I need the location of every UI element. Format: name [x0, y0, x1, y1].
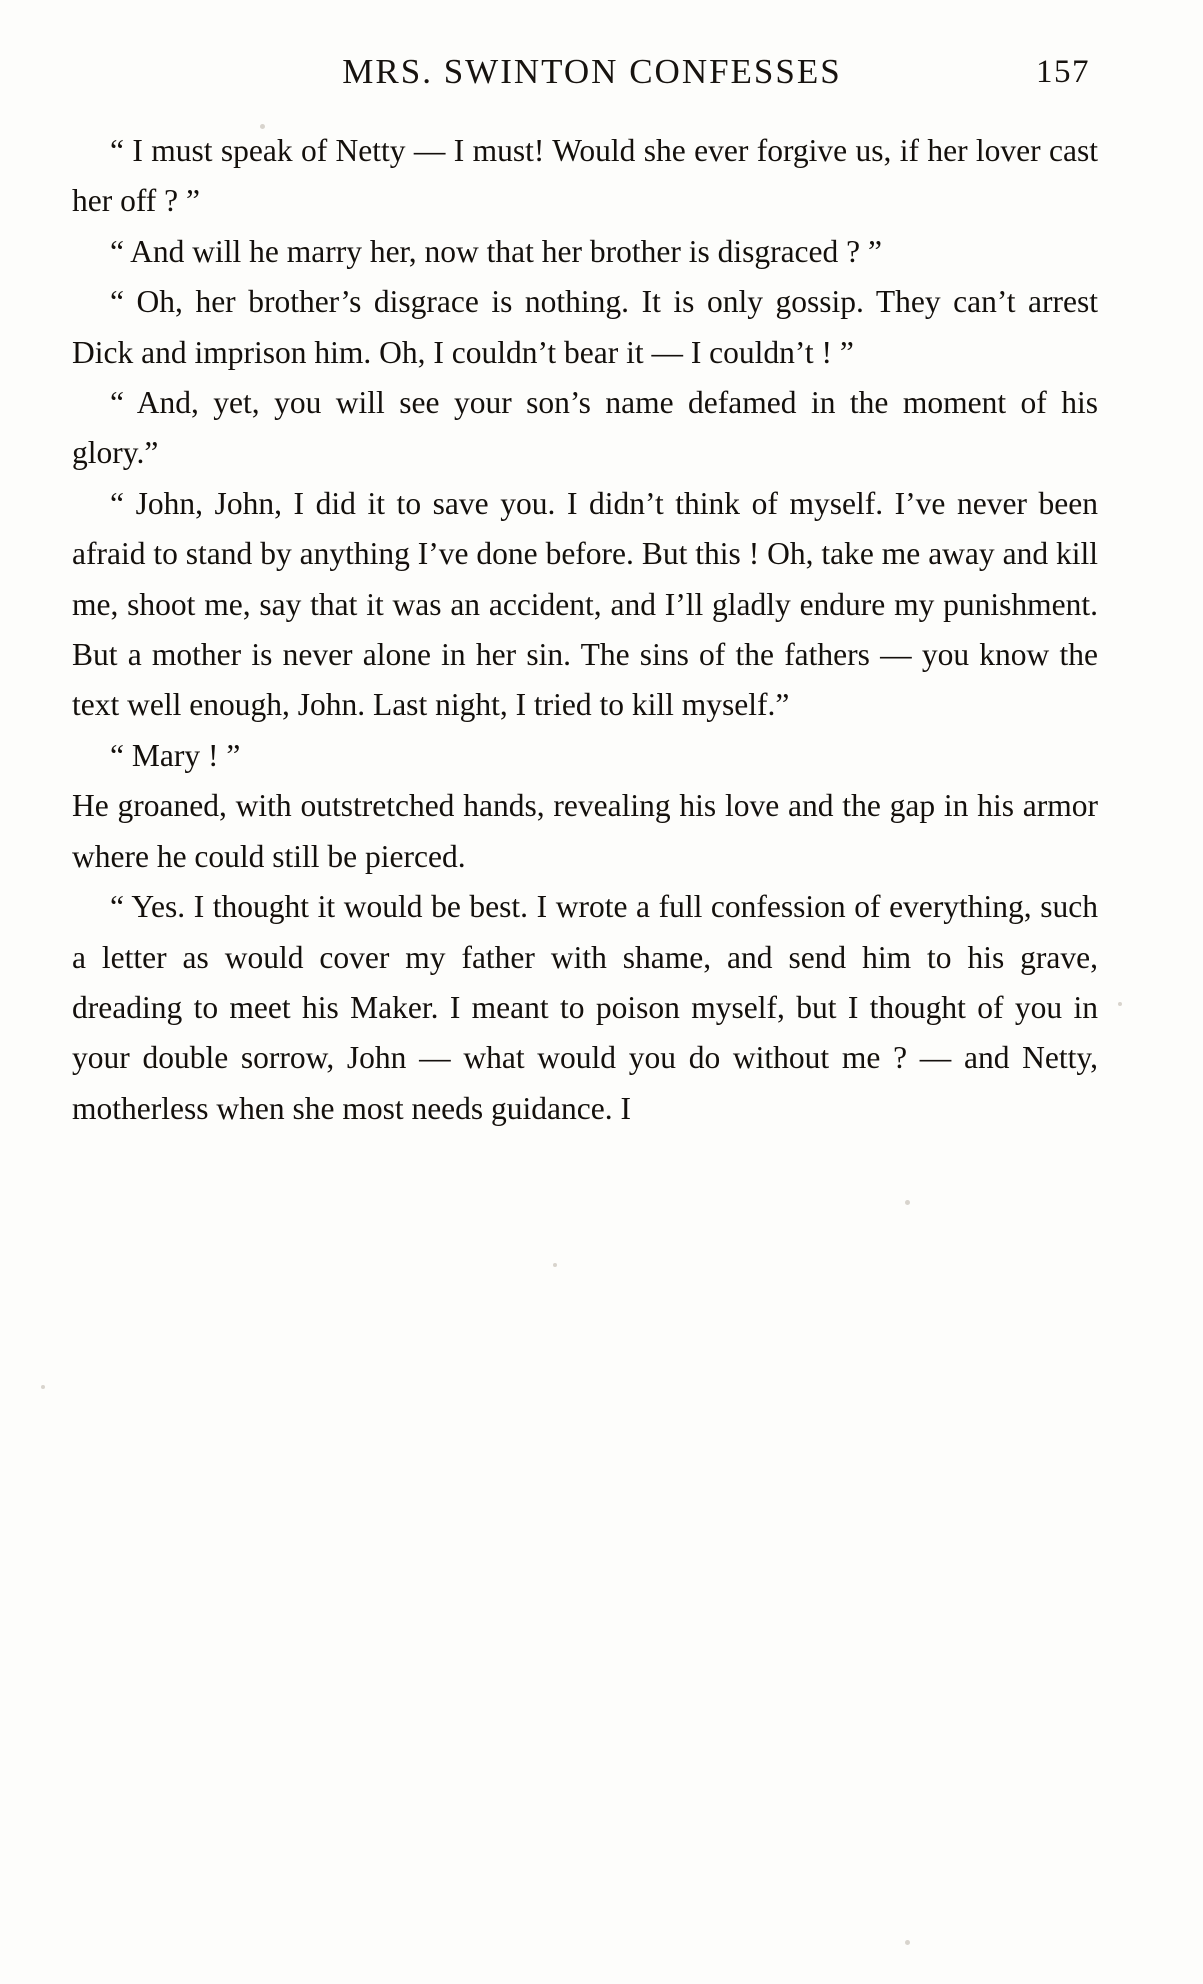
- paper-speck: [260, 124, 265, 129]
- paragraph: “ Mary ! ”: [110, 737, 241, 773]
- page-number: 157: [1036, 54, 1090, 90]
- paragraph: “ And, yet, you will see your son’s name defamed in the moment of his glory.”: [72, 385, 1098, 471]
- paper-speck: [553, 1263, 557, 1267]
- paper-speck: [1118, 1002, 1122, 1006]
- paragraph: “ John, John, I did it to save you. I didn’t think of myself. I’ve never been afraid to stand by anything I’ve done before. But this ! Oh, take me away and kill me, shoot me, say that it was an accident, and I’ll gladly endure my punishment. But a mother is never alone in her sin. The sins of the fathers — you know the text well enough, John. Last night, I tried to kill myself.”: [72, 485, 1098, 723]
- paper-speck: [905, 1200, 910, 1205]
- page-body: [72, 126, 1098, 1134]
- paper-speck: [905, 1940, 910, 1945]
- paragraph: “ And will he marry her, now that her brother is disgraced ? ”: [110, 233, 882, 269]
- paragraph: “ Yes. I thought it would be best. I wrote a full confession of everything, such a letter as would cover my father with shame, and send him to his grave, dreading to meet his Maker. I meant to poison myself, but I thought of you in your double sorrow, John — what would you do without me ? — and Netty, motherless when she most needs guidance. I: [72, 889, 1098, 1126]
- page-title: MRS. SWINTON CONFESSES: [342, 52, 842, 91]
- paragraph: “ Oh, her brother’s disgrace is nothing. It is only gossip. They can’t arrest Dick and imprison him. Oh, I couldn’t bear it — I couldn’t ! ”: [72, 284, 1098, 370]
- paper-speck: [41, 1385, 45, 1389]
- paragraph: “ I must speak of Netty — I must! Would she ever forgive us, if her lover cast her off ? ”: [72, 133, 1098, 219]
- paragraph: He groaned, with outstretched hands, revealing his love and the gap in his armor where he could still be pierced.: [72, 788, 1098, 874]
- running-head: [72, 52, 1098, 92]
